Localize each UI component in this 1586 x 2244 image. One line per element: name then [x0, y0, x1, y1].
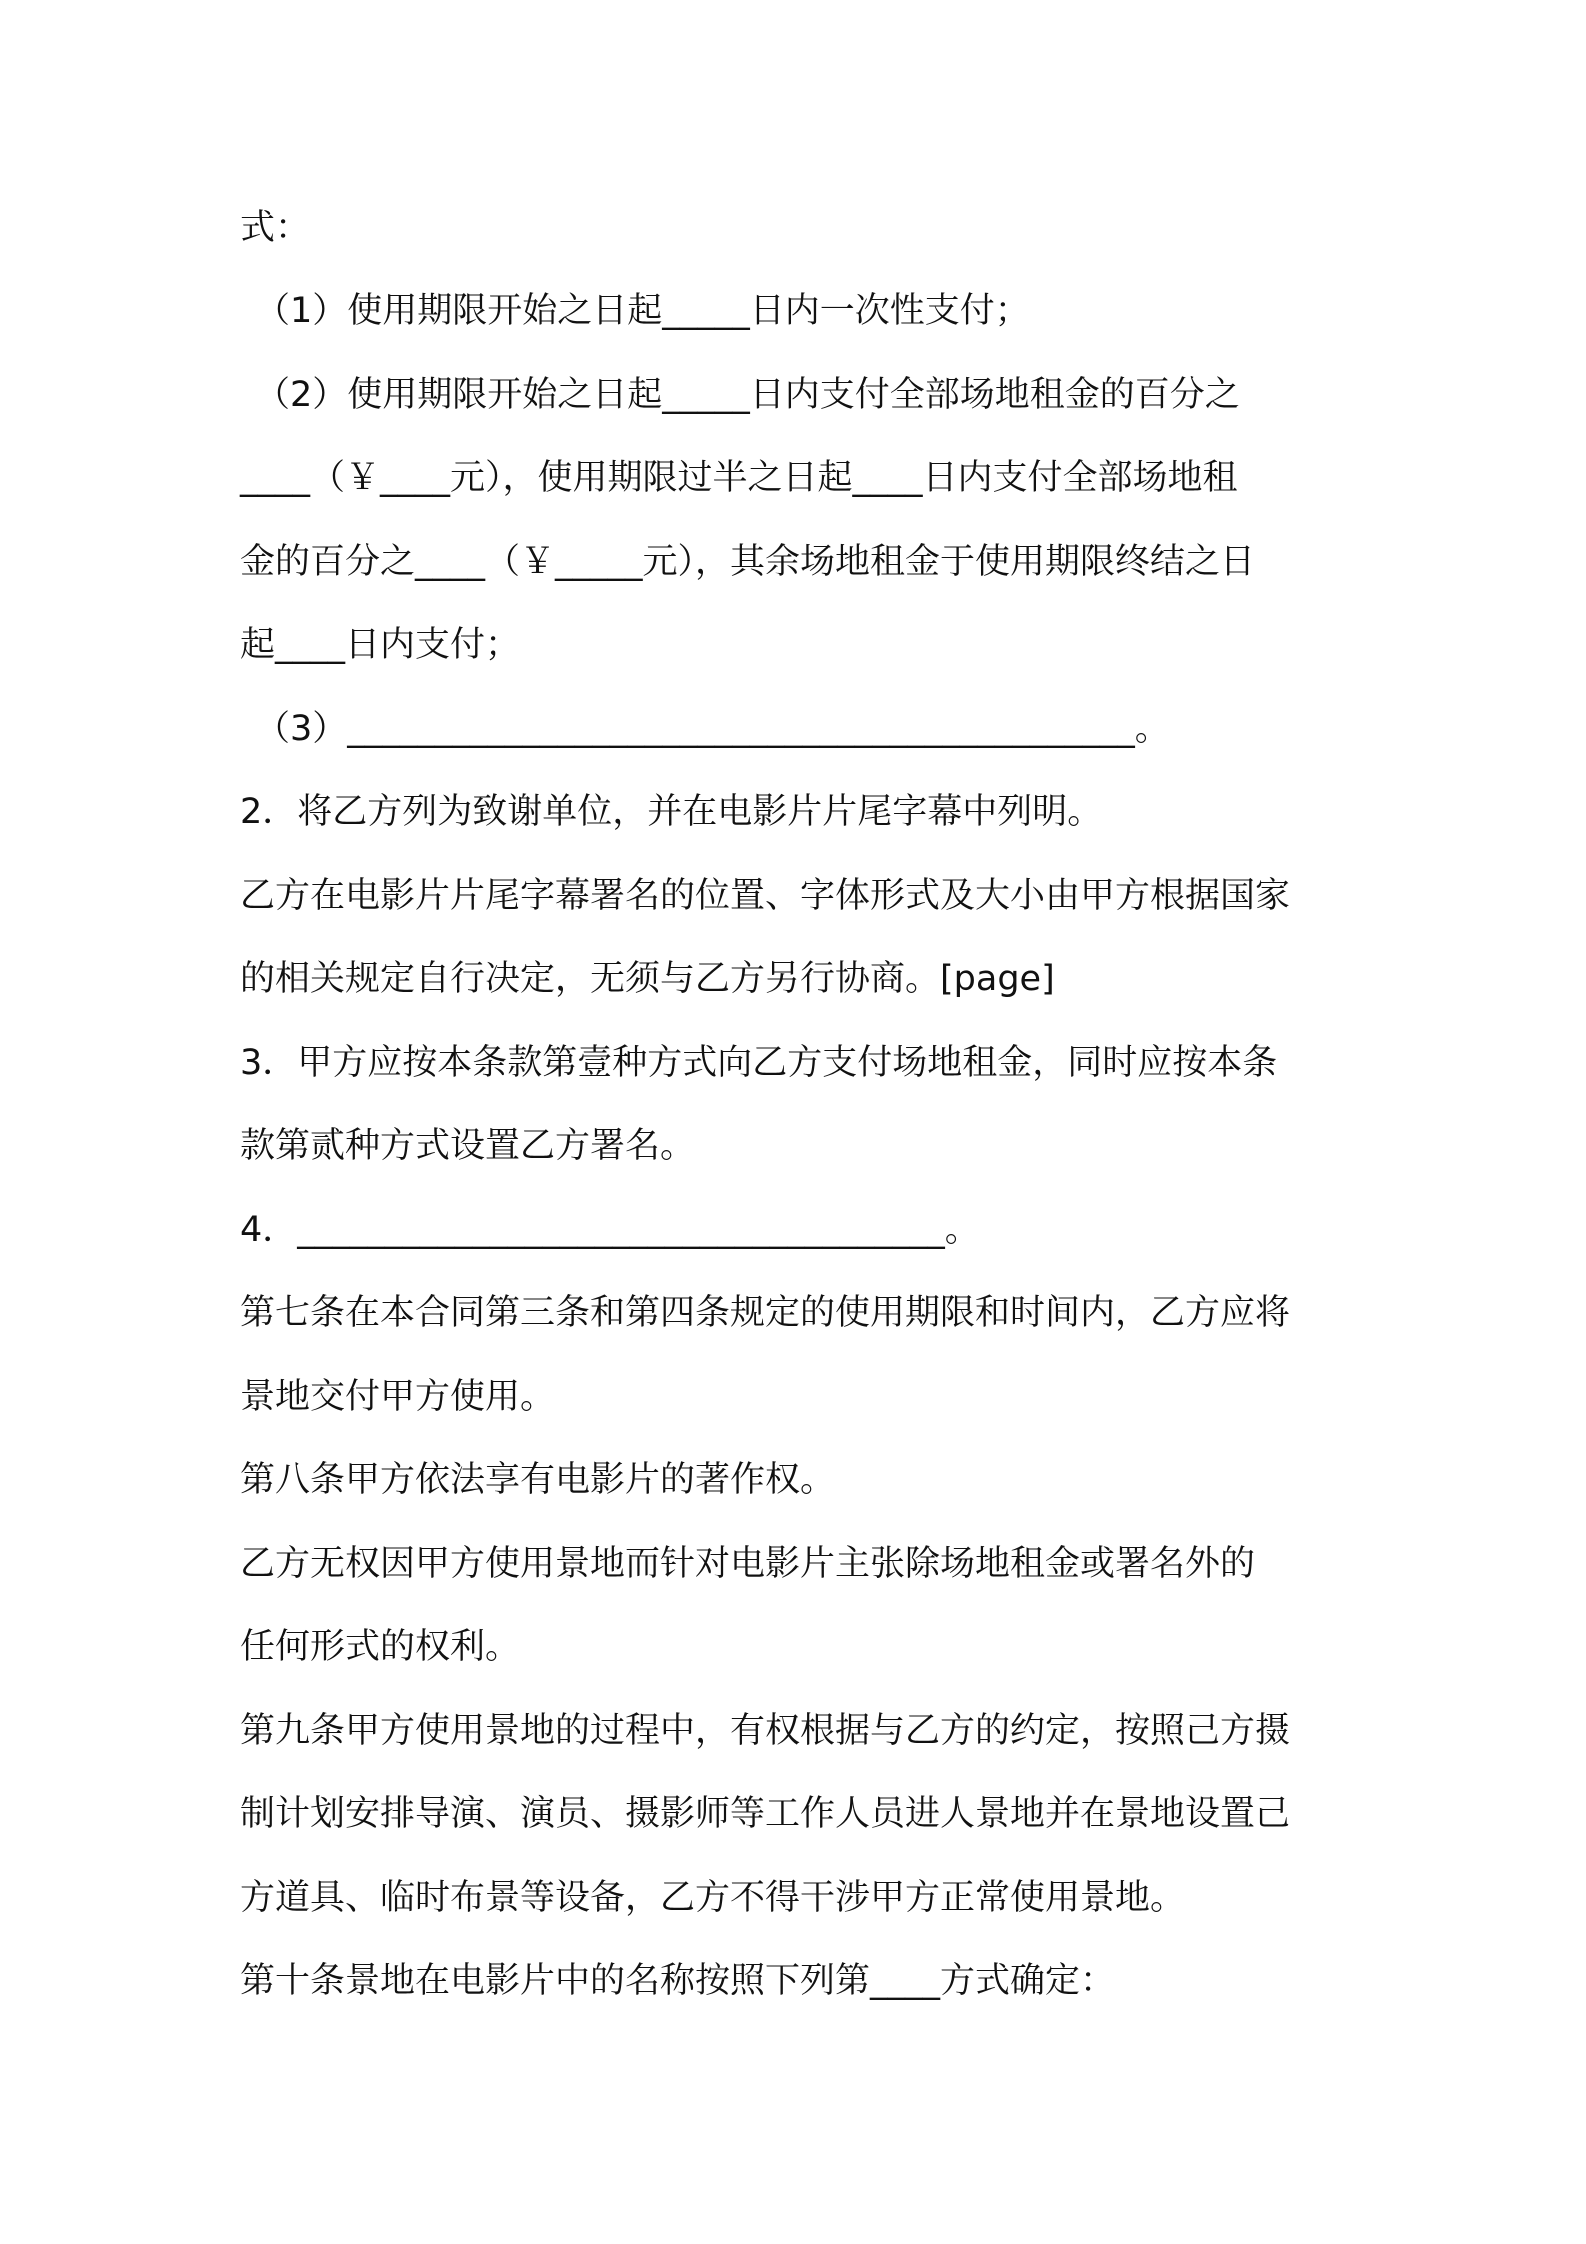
text-line: 4．_____________________________________。 — [240, 1210, 980, 1250]
text-line: 乙方在电影片片尾字幕署名的位置、字体形式及大小由甲方根据国家 — [240, 876, 1291, 916]
text-line: 起____日内支付； — [240, 625, 521, 665]
text-line: （3）_____________________________________________。 — [255, 709, 1170, 749]
text-line: （1）使用期限开始之日起_____日内一次性支付； — [255, 291, 1030, 331]
text-line: 2．将乙方列为致谢单位，并在电影片片尾字幕中列明。 — [240, 792, 1103, 832]
text-line: 制计划安排导演、演员、摄影师等工作人员进人景地并在景地设置己 — [240, 1794, 1291, 1834]
text-line: （2）使用期限开始之日起_____日内支付全部场地租金的百分之 — [255, 375, 1240, 415]
text-line: 任何形式的权利。 — [240, 1627, 521, 1667]
text-line: 第七条在本合同第三条和第四条规定的使用期限和时间内，乙方应将 — [240, 1293, 1291, 1333]
text-line: 款第贰种方式设置乙方署名。 — [240, 1126, 696, 1166]
text-line: 景地交付甲方使用。 — [240, 1377, 556, 1417]
text-line: 第九条甲方使用景地的过程中，有权根据与乙方的约定，按照己方摄 — [240, 1711, 1291, 1751]
text-line: 第十条景地在电影片中的名称按照下列第____方式确定： — [240, 1961, 1116, 2001]
text-line: 的相关规定自行决定，无须与乙方另行协商。[page] — [240, 959, 1055, 999]
text-line: 式： — [240, 208, 311, 248]
text-line: 第八条甲方依法享有电影片的著作权。 — [240, 1460, 836, 1500]
text-line: 乙方无权因甲方使用景地而针对电影片主张除场地租金或署名外的 — [240, 1544, 1256, 1584]
text-line: 金的百分之____（￥_____元），其余场地租金于使用期限终结之日 — [240, 542, 1256, 582]
text-line: 方道具、临时布景等设备，乙方不得干涉甲方正常使用景地。 — [240, 1878, 1186, 1918]
text-line: ____（￥____元），使用期限过半之日起____日内支付全部场地租 — [240, 458, 1238, 498]
text-line: 3．甲方应按本条款第壹种方式向乙方支付场地租金，同时应按本条 — [240, 1043, 1278, 1083]
